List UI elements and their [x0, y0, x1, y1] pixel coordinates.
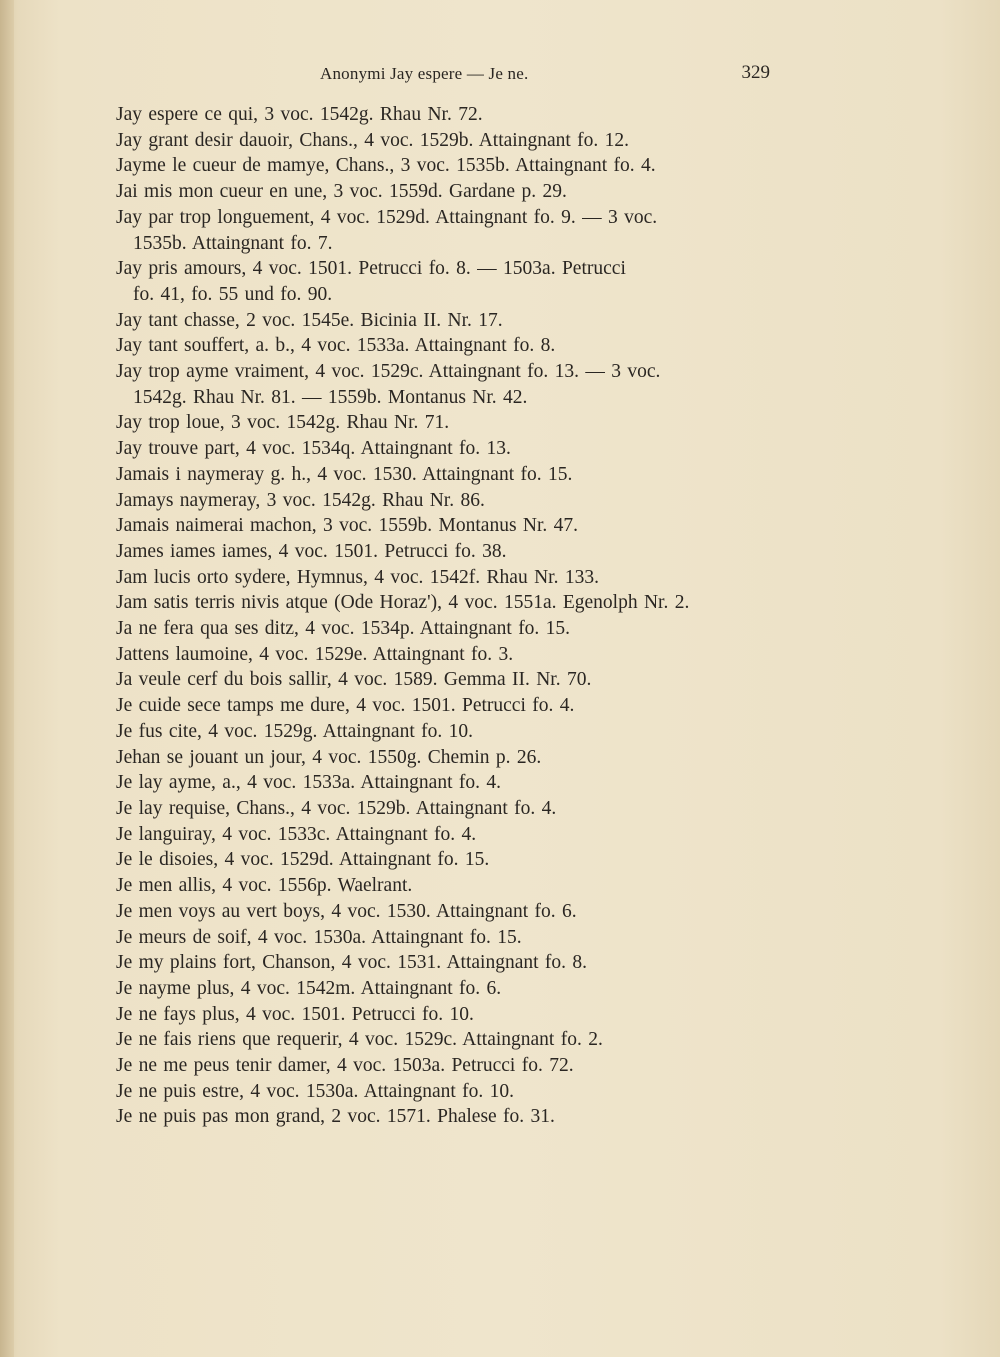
running-title: Anonymi Jay espere — Je ne. [320, 64, 529, 83]
index-entry [116, 256, 776, 307]
index-entry [116, 410, 776, 436]
index-entry-line: Jay trop loue, 3 voc. 1542g. Rhau Nr. 71. [116, 412, 450, 434]
index-entry-line: Je my plains fort, Chanson, 4 voc. 1531. Attaingnant fo. 8. [116, 952, 588, 974]
index-entry-line: Jay espere ce qui, 3 voc. 1542g. Rhau Nr. 72. [116, 104, 483, 125]
index-entry [116, 719, 776, 745]
index-entry-line: Ja veule cerf du bois sallir, 4 voc. 1589. Gemma II. Nr. 70. [116, 669, 592, 691]
index-entry [116, 359, 776, 410]
index-entry [116, 488, 776, 514]
index-entry [116, 925, 776, 951]
index-entry-line: Jamais naimerai machon, 3 voc. 1559b. Montanus Nr. 47. [116, 515, 579, 537]
index-entry-line: Jay trop ayme vraiment, 4 voc. 1529c. Attaingnant fo. 13. — 3 voc. [116, 361, 661, 383]
index-entry [116, 847, 776, 873]
index-entry [116, 796, 776, 822]
index-entry [116, 153, 776, 179]
index-entry [116, 539, 776, 565]
running-head [115, 64, 770, 88]
index-entry-line: Je ne puis pas mon grand, 2 voc. 1571. Phalese fo. 31. [116, 1106, 555, 1128]
index-entry-line: Jay grant desir dauoir, Chans., 4 voc. 1529b. Attaingnant fo. 12. [116, 129, 630, 151]
index-entry [116, 1079, 776, 1105]
index-entry [116, 976, 776, 1002]
index-entry-line: Jai mis mon cueur en une, 3 voc. 1559d. Gardane p. 29. [116, 181, 567, 203]
index-entry-line: Je nayme plus, 4 voc. 1542m. Attaingnant fo. 6. [116, 977, 502, 999]
index-entry-line: Jay trouve part, 4 voc. 1534q. Attaingnant fo. 13. [116, 438, 511, 460]
index-entry [116, 873, 776, 899]
index-entry-line: Je meurs de soif, 4 voc. 1530a. Attaingnant fo. 15. [116, 926, 522, 948]
index-entry [116, 513, 776, 539]
index-entry [116, 1027, 776, 1053]
index-entry [116, 1002, 776, 1028]
index-entry-line: Je ne me peus tenir damer, 4 voc. 1503a. Petrucci fo. 72. [116, 1055, 574, 1077]
index-entry-line: Jam satis terris nivis atque (Ode Horaz'), 4 voc. 1551a. Egenolph Nr. 2. [116, 592, 690, 614]
index-entry-line: Jay tant souffert, a. b., 4 voc. 1533a. Attaingnant fo. 8. [116, 335, 556, 357]
index-entry-continuation: 1542g. Rhau Nr. 81. — 1559b. Montanus Nr. 42. [133, 386, 528, 408]
index-entry [116, 950, 776, 976]
index-entry-line: Je languiray, 4 voc. 1533c. Attaingnant fo. 4. [116, 823, 477, 845]
index-entry-line: Je lay requise, Chans., 4 voc. 1529b. Attaingnant fo. 4. [116, 797, 557, 819]
index-entry-line: Je ne fais riens que requerir, 4 voc. 1529c. Attaingnant fo. 2. [116, 1029, 603, 1051]
index-entry-list [116, 102, 776, 1130]
index-entry-line: Jam lucis orto sydere, Hymnus, 4 voc. 1542f. Rhau Nr. 133. [116, 566, 599, 588]
index-entry-line: James iames iames, 4 voc. 1501. Petrucci fo. 38. [116, 540, 507, 562]
index-entry [116, 102, 776, 128]
index-entry [116, 1104, 776, 1130]
index-entry-line: Jattens laumoine, 4 voc. 1529e. Attaingnant fo. 3. [116, 643, 514, 665]
index-entry [116, 565, 776, 591]
index-entry [116, 616, 776, 642]
index-entry-line: Jamais i naymeray g. h., 4 voc. 1530. Attaingnant fo. 15. [116, 463, 573, 485]
index-entry-line: Jay par trop longuement, 4 voc. 1529d. Attaingnant fo. 9. — 3 voc. [116, 206, 658, 228]
index-entry-line: Je fus cite, 4 voc. 1529g. Attaingnant fo. 10. [116, 720, 473, 742]
index-entry [116, 590, 776, 616]
index-entry-continuation: 1535b. Attaingnant fo. 7. [133, 232, 333, 254]
index-entry [116, 899, 776, 925]
index-entry-line: Jayme le cueur de mamye, Chans., 3 voc. 1535b. Attaingnant fo. 4. [116, 155, 656, 177]
index-entry [116, 642, 776, 668]
index-entry-line: Jay pris amours, 4 voc. 1501. Petrucci fo. 8. — 1503a. Petrucci [116, 258, 626, 280]
index-entry-line: Jamays naymeray, 3 voc. 1542g. Rhau Nr. 86. [116, 489, 485, 511]
index-entry-continuation: fo. 41, fo. 55 und fo. 90. [133, 283, 333, 305]
index-entry-line: Jay tant chasse, 2 voc. 1545e. Bicinia II. Nr. 17. [116, 309, 503, 331]
index-entry-line: Je men voys au vert boys, 4 voc. 1530. Attaingnant fo. 6. [116, 900, 577, 922]
index-entry [116, 205, 776, 256]
index-entry [116, 822, 776, 848]
index-entry [116, 128, 776, 154]
index-entry [116, 770, 776, 796]
index-entry-line: Jehan se jouant un jour, 4 voc. 1550g. Chemin p. 26. [116, 746, 542, 768]
index-entry-line: Je ne puis estre, 4 voc. 1530a. Attaingnant fo. 10. [116, 1080, 515, 1102]
index-entry-line: Je cuide sece tamps me dure, 4 voc. 1501. Petrucci fo. 4. [116, 695, 575, 717]
index-entry [116, 667, 776, 693]
page-binding-edge [0, 0, 14, 1357]
index-entry-line: Je ne fays plus, 4 voc. 1501. Petrucci fo. 10. [116, 1003, 474, 1025]
index-entry-line: Je men allis, 4 voc. 1556p. Waelrant. [116, 875, 413, 897]
index-entry [116, 462, 776, 488]
index-entry-line: Je lay ayme, a., 4 voc. 1533a. Attaingnant fo. 4. [116, 772, 501, 794]
page-number: 329 [741, 62, 770, 83]
index-entry [116, 308, 776, 334]
index-entry [116, 745, 776, 771]
index-entry-line: Je le disoies, 4 voc. 1529d. Attaingnant fo. 15. [116, 849, 490, 871]
index-entry [116, 436, 776, 462]
index-entry [116, 333, 776, 359]
index-entry-line: Ja ne fera qua ses ditz, 4 voc. 1534p. Attaingnant fo. 15. [116, 618, 571, 640]
index-entry [116, 1053, 776, 1079]
index-entry [116, 693, 776, 719]
index-entry [116, 179, 776, 205]
